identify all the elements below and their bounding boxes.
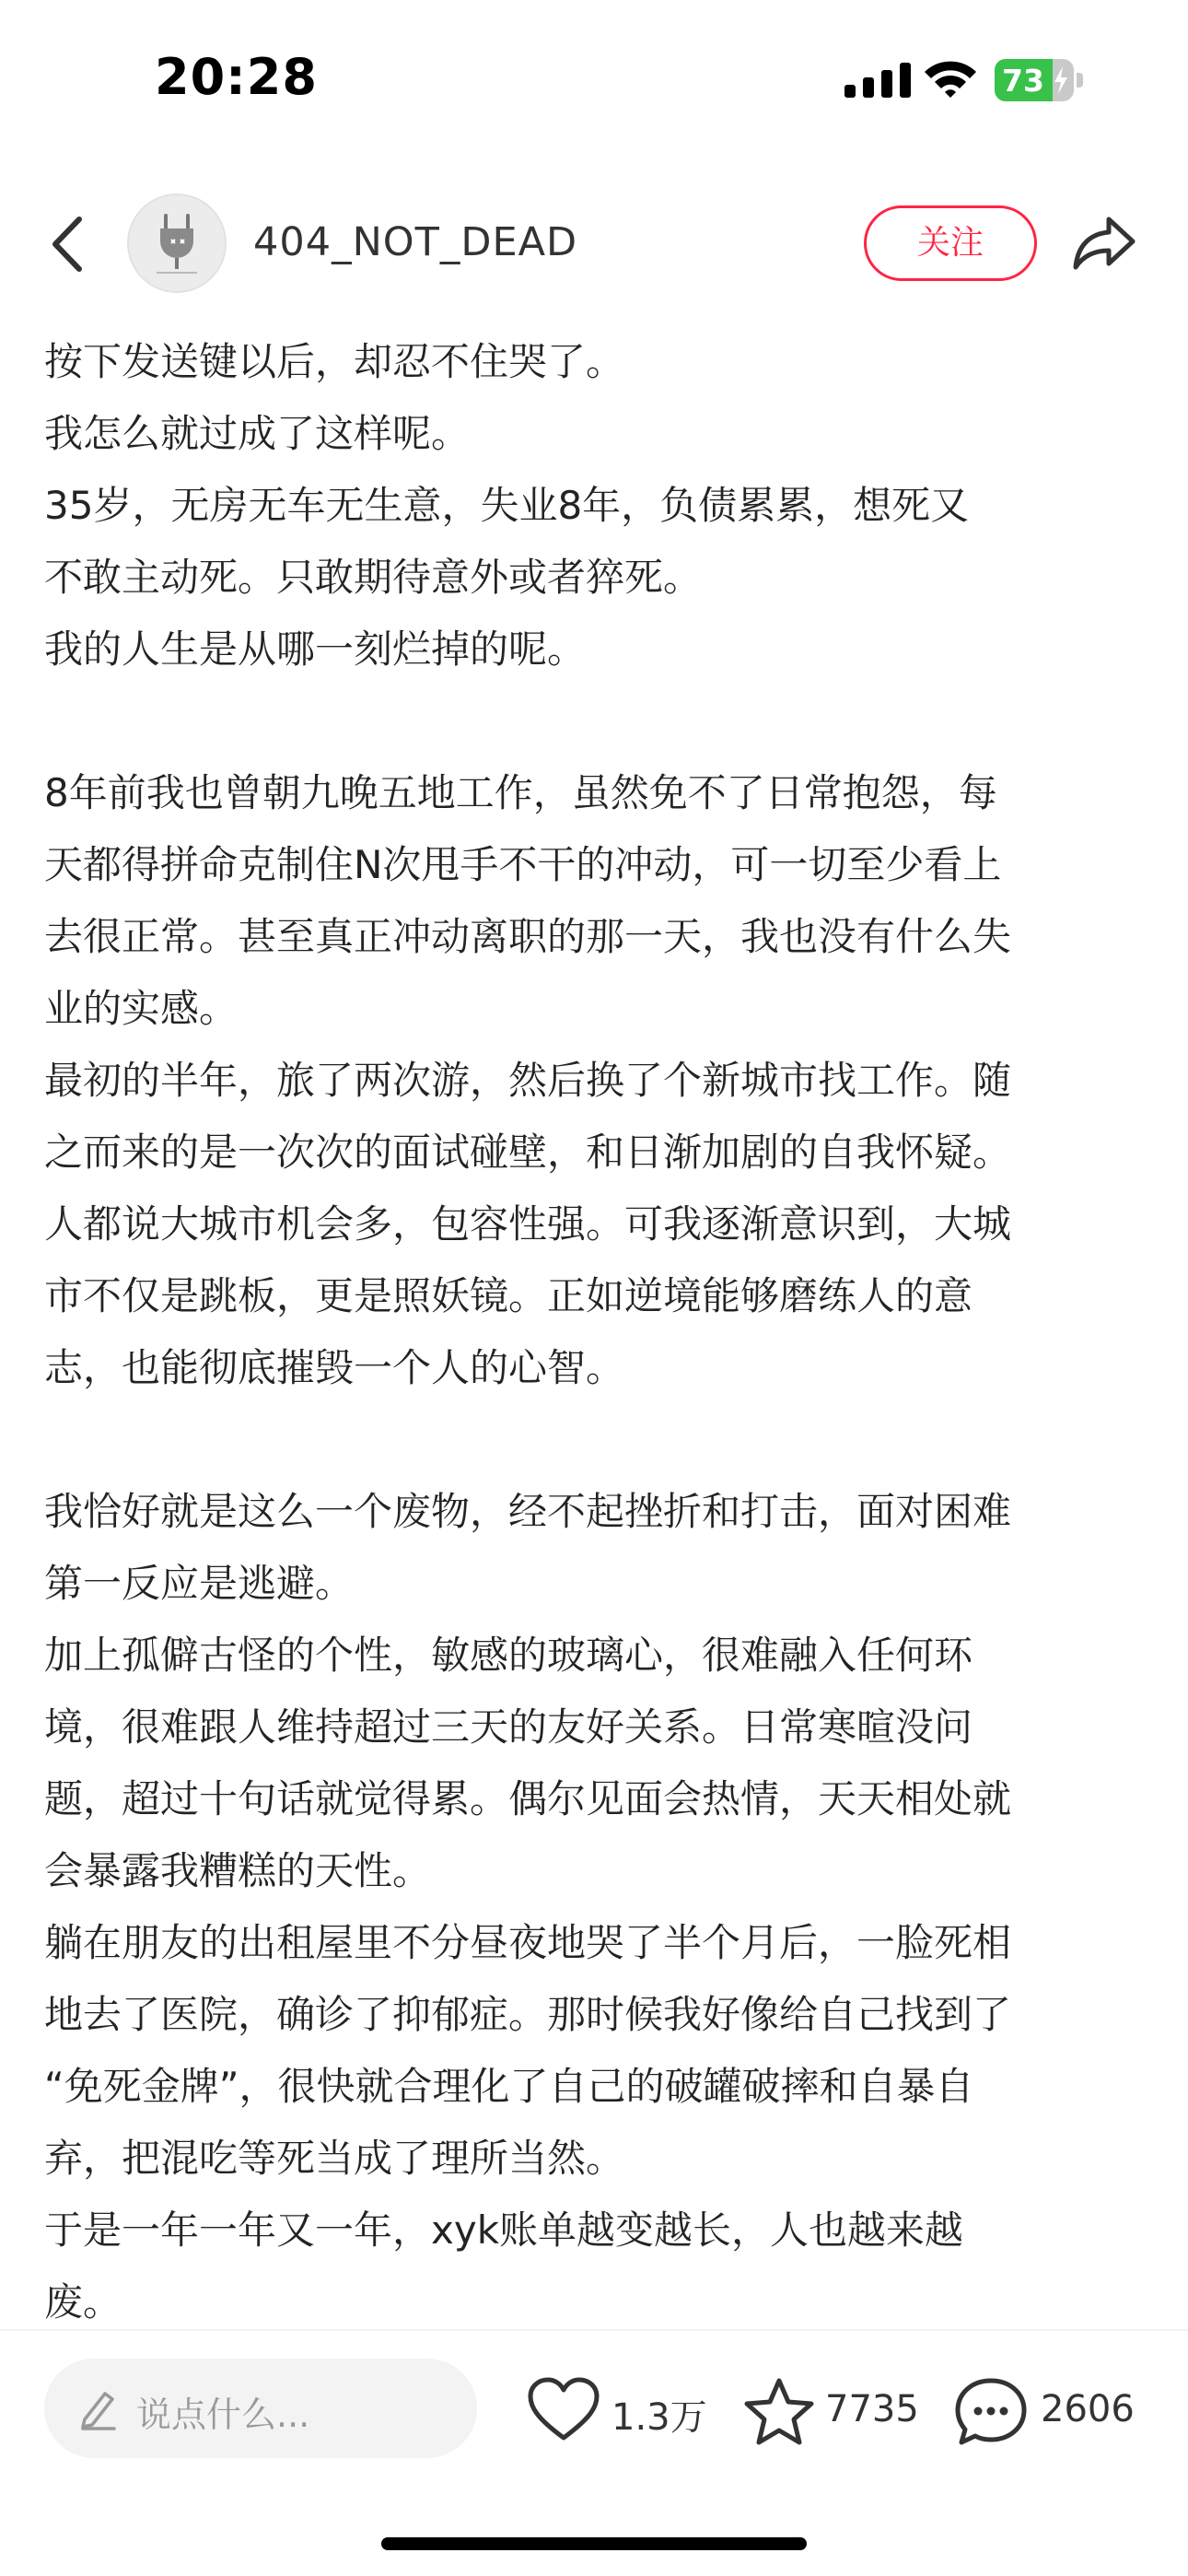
like-button[interactable] [527, 2368, 711, 2451]
post-line: 之而来的是一次次的面试碰壁，和日渐加剧的自我怀疑。 [44, 1130, 1012, 1175]
post-line: 8年前我也曾朝九晚五地工作，虽然免不了日常抱怨，每 [44, 770, 997, 815]
comment-placeholder: 说点什么... [136, 2395, 310, 2435]
post-header [0, 184, 1188, 304]
post-line: 第一反应是逃避。 [44, 1561, 355, 1606]
post-line: 天都得拼命克制住N次甩手不干的冲动，可一切至少看上 [44, 842, 1002, 887]
cellular-signal-icon [843, 61, 916, 100]
post-line: 按下发送键以后，却忍不住哭了。 [44, 339, 625, 384]
avatar[interactable] [127, 193, 227, 293]
home-indicator[interactable] [381, 2537, 807, 2550]
status-bar [0, 0, 1188, 157]
post-line: 废。 [44, 2279, 122, 2324]
battery-level: 73 [1002, 63, 1044, 99]
post-line: 去很正常。甚至真正冲动离职的那一天，我也没有什么失 [44, 914, 1012, 959]
post-line: 我怎么就过成了这样呢。 [44, 411, 471, 456]
follow-button[interactable]: 关注 [864, 205, 1037, 281]
post-line: 地去了医院，确诊了抑郁症。那时候我好像给自己找到了 [44, 1992, 1012, 2037]
star-icon [742, 2377, 816, 2447]
status-time: 20:28 [155, 48, 318, 106]
post-line: 我恰好就是这么一个废物，经不起挫折和打击，面对困难 [44, 1489, 1012, 1534]
wifi-icon [921, 57, 980, 100]
collect-button[interactable] [742, 2368, 926, 2451]
broken-plug-icon [129, 195, 225, 291]
author-username[interactable]: 404_NOT_DEAD [253, 219, 578, 265]
post-line: 躺在朋友的出租屋里不分昼夜地哭了半个月后，一脸死相 [44, 1920, 1012, 1965]
post-line: 最初的半年，旅了两次游，然后换了个新城市找工作。随 [44, 1058, 1012, 1103]
post-line: “免死金牌”，很快就合理化了自己的破罐破摔和自暴自 [44, 2064, 974, 2109]
like-count: 1.3万 [611, 2396, 707, 2439]
heart-icon [527, 2377, 600, 2443]
post-line: 35岁，无房无车无生意，失业8年，负债累累，想死又 [44, 483, 970, 528]
post-line: 业的实感。 [44, 986, 239, 1031]
chat-bubble-icon [954, 2377, 1028, 2447]
pencil-icon [77, 2386, 118, 2430]
post-line: 于是一年一年又一年，xyk账单越变越长，人也越来越 [44, 2207, 964, 2253]
share-icon[interactable] [1072, 212, 1138, 273]
bottom-bar-divider [0, 2329, 1188, 2331]
post-line: 加上孤僻古怪的个性，敏感的玻璃心，很难融入任何环 [44, 1633, 973, 1678]
post-line: 人都说大城市机会多，包容性强。可我逐渐意识到，大城 [44, 1201, 1012, 1247]
comment-input[interactable] [44, 2359, 477, 2458]
post-line: 题，超过十句话就觉得累。偶尔见面会热情，天天相处就 [44, 1776, 1012, 1821]
post-line: 弃，把混吃等死当成了理所当然。 [44, 2136, 625, 2181]
post-line: 会暴露我糟糕的天性。 [44, 1848, 432, 1893]
post-line: 我的人生是从哪一刻烂掉的呢。 [44, 626, 587, 672]
collect-count: 7735 [825, 2388, 919, 2430]
post-line: 不敢主动死。只敢期待意外或者猝死。 [44, 555, 703, 600]
post-line-blank [44, 1404, 1149, 1476]
comment-button[interactable] [954, 2368, 1147, 2451]
post-line-blank [44, 685, 1149, 757]
post-line: 境，很难跟人维持超过三天的友好关系。日常寒暄没问 [44, 1704, 973, 1750]
post-line: 市不仅是跳板，更是照妖镜。正如逆境能够磨练人的意 [44, 1273, 973, 1318]
comment-count: 2606 [1041, 2388, 1135, 2430]
battery-icon [995, 59, 1085, 101]
post-line: 志，也能彻底摧毁一个人的心智。 [44, 1345, 625, 1390]
post-content [44, 326, 1149, 2338]
charging-bolt-icon [1053, 66, 1069, 94]
back-arrow-icon[interactable] [46, 214, 87, 275]
